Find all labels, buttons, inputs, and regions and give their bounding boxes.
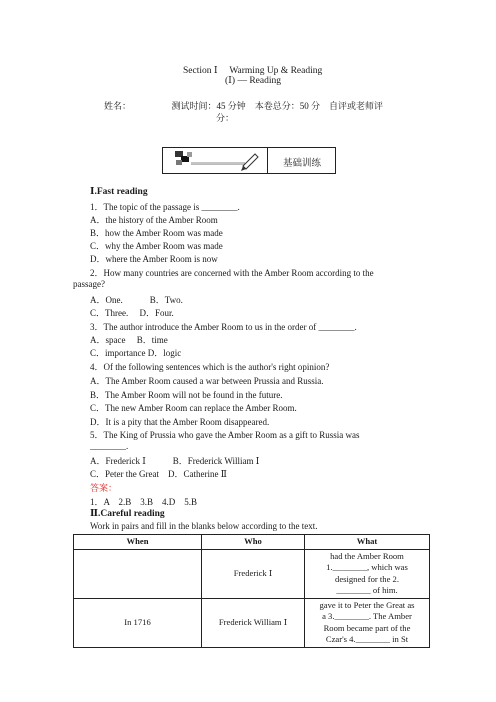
q1-option-c: C．why the Amber Room was made <box>90 241 223 251</box>
cell-who: Frederick Ⅰ <box>202 549 305 598</box>
cell-what <box>305 598 430 647</box>
cell-what-line: had the Amber Room <box>330 550 404 561</box>
header-when: When <box>74 535 202 550</box>
q5-options-ab: A．Frederick Ⅰ B．Frederick William Ⅰ <box>90 456 260 466</box>
question-5-stem: 5．The King of Prussia who gave the Amber Room as a gift to Russia was <box>90 430 360 440</box>
q2-options-ab: A．One. B．Two. <box>90 295 183 305</box>
q5-options-cd: C．Peter the Great D．Catherine Ⅱ <box>90 469 227 479</box>
basic-training-banner <box>162 147 336 174</box>
section-title: Section Ⅰ Warming Up & Reading <box>183 66 323 76</box>
cell-who: Frederick William Ⅰ <box>202 598 305 647</box>
table-row <box>74 549 430 598</box>
table-header-row <box>74 535 430 550</box>
cell-what-line: gave it to Peter the Great as <box>319 599 415 610</box>
fast-reading-heading: Ⅰ.Fast reading <box>90 187 148 197</box>
question-4-stem: 4．Of the following sentences which is the author's right opinion? <box>90 362 330 372</box>
q1-option-a: A．the history of the Amber Room <box>90 215 218 225</box>
q3-options-ab: A．space B．time <box>90 335 168 345</box>
q4-option-a: A．The Amber Room caused a war between Prussia and Russia. <box>90 376 324 386</box>
test-info-line-cont: 分： <box>216 113 235 123</box>
cell-what <box>305 549 430 598</box>
test-info-line: 姓名： 测试时间：45 分钟 本卷总分：50 分 自评或老师评 <box>104 101 384 111</box>
pencil-banner-icon <box>163 148 267 174</box>
q1-option-b: B．how the Amber Room was made <box>90 228 223 238</box>
q4-option-c: C．The new Amber Room can replace the Amber Room. <box>90 403 297 413</box>
header-who: Who <box>202 535 305 550</box>
cell-what-line: Room became part of the <box>323 622 411 633</box>
answer-key: 1．A 2.B 3.B 4.D 5.B <box>90 497 198 507</box>
question-1-stem: 1．The topic of the passage is ________. <box>90 202 240 212</box>
header-what: What <box>305 535 430 550</box>
question-2-stem: 2．How many countries are concerned with the Amber Room according to the <box>90 268 374 278</box>
q1-option-d: D．where the Amber Room is now <box>90 254 218 264</box>
answer-label: 答案： <box>90 483 118 493</box>
question-2-stem-cont: passage? <box>73 279 105 289</box>
cell-when: In 1716 <box>74 598 202 647</box>
cell-what-line: designed for the 2. <box>335 573 399 584</box>
cell-when <box>74 549 202 598</box>
q2-options-cd: C．Three. D．Four. <box>90 308 174 318</box>
question-3-stem: 3．The author introduce the Amber Room to us in the order of ________. <box>90 322 357 332</box>
banner-label: 基础训练 <box>282 158 321 169</box>
careful-reading-heading: Ⅱ.Careful reading <box>90 509 165 519</box>
table-row <box>74 598 430 647</box>
careful-reading-instruction: Work in pairs and fill in the blanks below according to the text. <box>90 521 318 531</box>
cell-what-line: a 3.________. The Amber <box>322 611 412 621</box>
cell-what-line: Czar's 4.________ in St <box>325 634 409 644</box>
q4-option-b: B．The Amber Room will not be found in the future. <box>90 390 283 400</box>
banner-divider <box>267 148 268 173</box>
section-subtitle: (Ⅰ) — Reading <box>225 76 281 86</box>
question-5-stem-cont: ________. <box>90 441 129 451</box>
fill-in-table <box>73 534 430 648</box>
cell-what-line: 1.________, which was <box>326 562 408 572</box>
q3-options-cd: C．importance D．logic <box>90 348 182 358</box>
q4-option-d: D．It is a pity that the Amber Room disappeared. <box>90 417 270 427</box>
cell-what-line: ________ of him. <box>336 585 398 595</box>
